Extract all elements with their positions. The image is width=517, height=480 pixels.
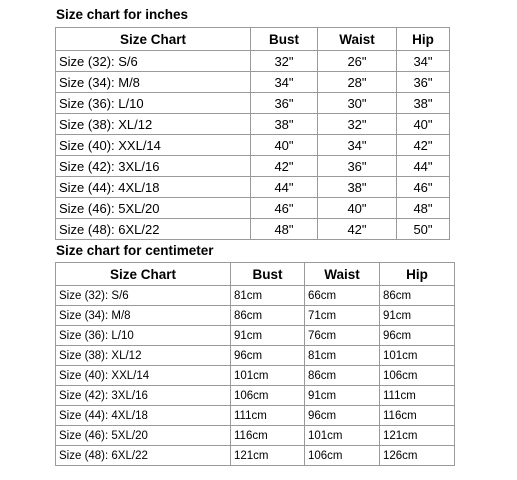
column-header: Size Chart xyxy=(56,28,251,51)
size-label-cell: Size (36): L/10 xyxy=(56,326,231,346)
measurement-cell: 26" xyxy=(318,51,397,72)
measurement-cell: 71cm xyxy=(305,306,380,326)
measurement-cell: 86cm xyxy=(305,366,380,386)
table-row xyxy=(56,93,450,114)
measurement-cell: 38" xyxy=(397,93,450,114)
size-label-cell: Size (34): M/8 xyxy=(56,306,231,326)
measurement-cell: 48" xyxy=(397,198,450,219)
measurement-cell: 40" xyxy=(318,198,397,219)
measurement-cell: 101cm xyxy=(305,426,380,446)
measurement-cell: 42" xyxy=(318,219,397,240)
measurement-cell: 42" xyxy=(397,135,450,156)
column-header: Hip xyxy=(397,28,450,51)
measurement-cell: 101cm xyxy=(231,366,305,386)
table-row xyxy=(56,219,450,240)
measurement-cell: 76cm xyxy=(305,326,380,346)
size-label-cell: Size (46): 5XL/20 xyxy=(56,198,251,219)
size-label-cell: Size (38): XL/12 xyxy=(56,114,251,135)
table-row xyxy=(56,114,450,135)
table-row xyxy=(56,72,450,93)
measurement-cell: 96cm xyxy=(231,346,305,366)
table-row xyxy=(56,286,455,306)
column-header: Bust xyxy=(251,28,318,51)
measurement-cell: 40" xyxy=(397,114,450,135)
measurement-cell: 91cm xyxy=(231,326,305,346)
measurement-cell: 30" xyxy=(318,93,397,114)
table-row xyxy=(56,346,455,366)
measurement-cell: 101cm xyxy=(380,346,455,366)
size-label-cell: Size (46): 5XL/20 xyxy=(56,426,231,446)
measurement-cell: 36" xyxy=(397,72,450,93)
measurement-cell: 121cm xyxy=(380,426,455,446)
measurement-cell: 46" xyxy=(397,177,450,198)
table-row xyxy=(56,406,455,426)
column-header: Hip xyxy=(380,263,455,286)
table-row xyxy=(56,366,455,386)
measurement-cell: 96cm xyxy=(380,326,455,346)
table-row xyxy=(56,198,450,219)
table-row xyxy=(56,446,455,466)
table-row xyxy=(56,177,450,198)
measurement-cell: 106cm xyxy=(380,366,455,386)
measurement-cell: 38" xyxy=(251,114,318,135)
centimeter-size-table xyxy=(55,262,455,466)
measurement-cell: 46" xyxy=(251,198,318,219)
column-header: Waist xyxy=(318,28,397,51)
measurement-cell: 96cm xyxy=(305,406,380,426)
measurement-cell: 116cm xyxy=(380,406,455,426)
measurement-cell: 28" xyxy=(318,72,397,93)
measurement-cell: 36" xyxy=(318,156,397,177)
measurement-cell: 126cm xyxy=(380,446,455,466)
size-label-cell: Size (40): XXL/14 xyxy=(56,366,231,386)
measurement-cell: 91cm xyxy=(305,386,380,406)
measurement-cell: 34" xyxy=(318,135,397,156)
measurement-cell: 81cm xyxy=(231,286,305,306)
size-label-cell: Size (48): 6XL/22 xyxy=(56,219,251,240)
measurement-cell: 48" xyxy=(251,219,318,240)
measurement-cell: 42" xyxy=(251,156,318,177)
measurement-cell: 106cm xyxy=(231,386,305,406)
size-label-cell: Size (48): 6XL/22 xyxy=(56,446,231,466)
measurement-cell: 111cm xyxy=(231,406,305,426)
centimeter-chart-title: Size chart for centimeter xyxy=(56,243,214,258)
column-header: Waist xyxy=(305,263,380,286)
column-header: Bust xyxy=(231,263,305,286)
measurement-cell: 91cm xyxy=(380,306,455,326)
measurement-cell: 34" xyxy=(251,72,318,93)
size-label-cell: Size (42): 3XL/16 xyxy=(56,156,251,177)
measurement-cell: 86cm xyxy=(380,286,455,306)
size-label-cell: Size (40): XXL/14 xyxy=(56,135,251,156)
size-label-cell: Size (44): 4XL/18 xyxy=(56,177,251,198)
measurement-cell: 66cm xyxy=(305,286,380,306)
table-row xyxy=(56,306,455,326)
table-row xyxy=(56,51,450,72)
size-label-cell: Size (44): 4XL/18 xyxy=(56,406,231,426)
size-label-cell: Size (32): S/6 xyxy=(56,51,251,72)
measurement-cell: 116cm xyxy=(231,426,305,446)
inches-chart-title: Size chart for inches xyxy=(56,7,189,22)
size-label-cell: Size (34): M/8 xyxy=(56,72,251,93)
measurement-cell: 111cm xyxy=(380,386,455,406)
measurement-cell: 106cm xyxy=(305,446,380,466)
table-row xyxy=(56,386,455,406)
measurement-cell: 50" xyxy=(397,219,450,240)
measurement-cell: 38" xyxy=(318,177,397,198)
table-row xyxy=(56,326,455,346)
measurement-cell: 40" xyxy=(251,135,318,156)
measurement-cell: 44" xyxy=(397,156,450,177)
measurement-cell: 121cm xyxy=(231,446,305,466)
table-row xyxy=(56,426,455,446)
measurement-cell: 36" xyxy=(251,93,318,114)
measurement-cell: 32" xyxy=(251,51,318,72)
inches-size-table xyxy=(55,27,450,240)
measurement-cell: 81cm xyxy=(305,346,380,366)
measurement-cell: 32" xyxy=(318,114,397,135)
size-label-cell: Size (38): XL/12 xyxy=(56,346,231,366)
measurement-cell: 86cm xyxy=(231,306,305,326)
size-label-cell: Size (42): 3XL/16 xyxy=(56,386,231,406)
measurement-cell: 34" xyxy=(397,51,450,72)
column-header: Size Chart xyxy=(56,263,231,286)
table-row xyxy=(56,135,450,156)
size-label-cell: Size (32): S/6 xyxy=(56,286,231,306)
size-label-cell: Size (36): L/10 xyxy=(56,93,251,114)
measurement-cell: 44" xyxy=(251,177,318,198)
table-row xyxy=(56,156,450,177)
